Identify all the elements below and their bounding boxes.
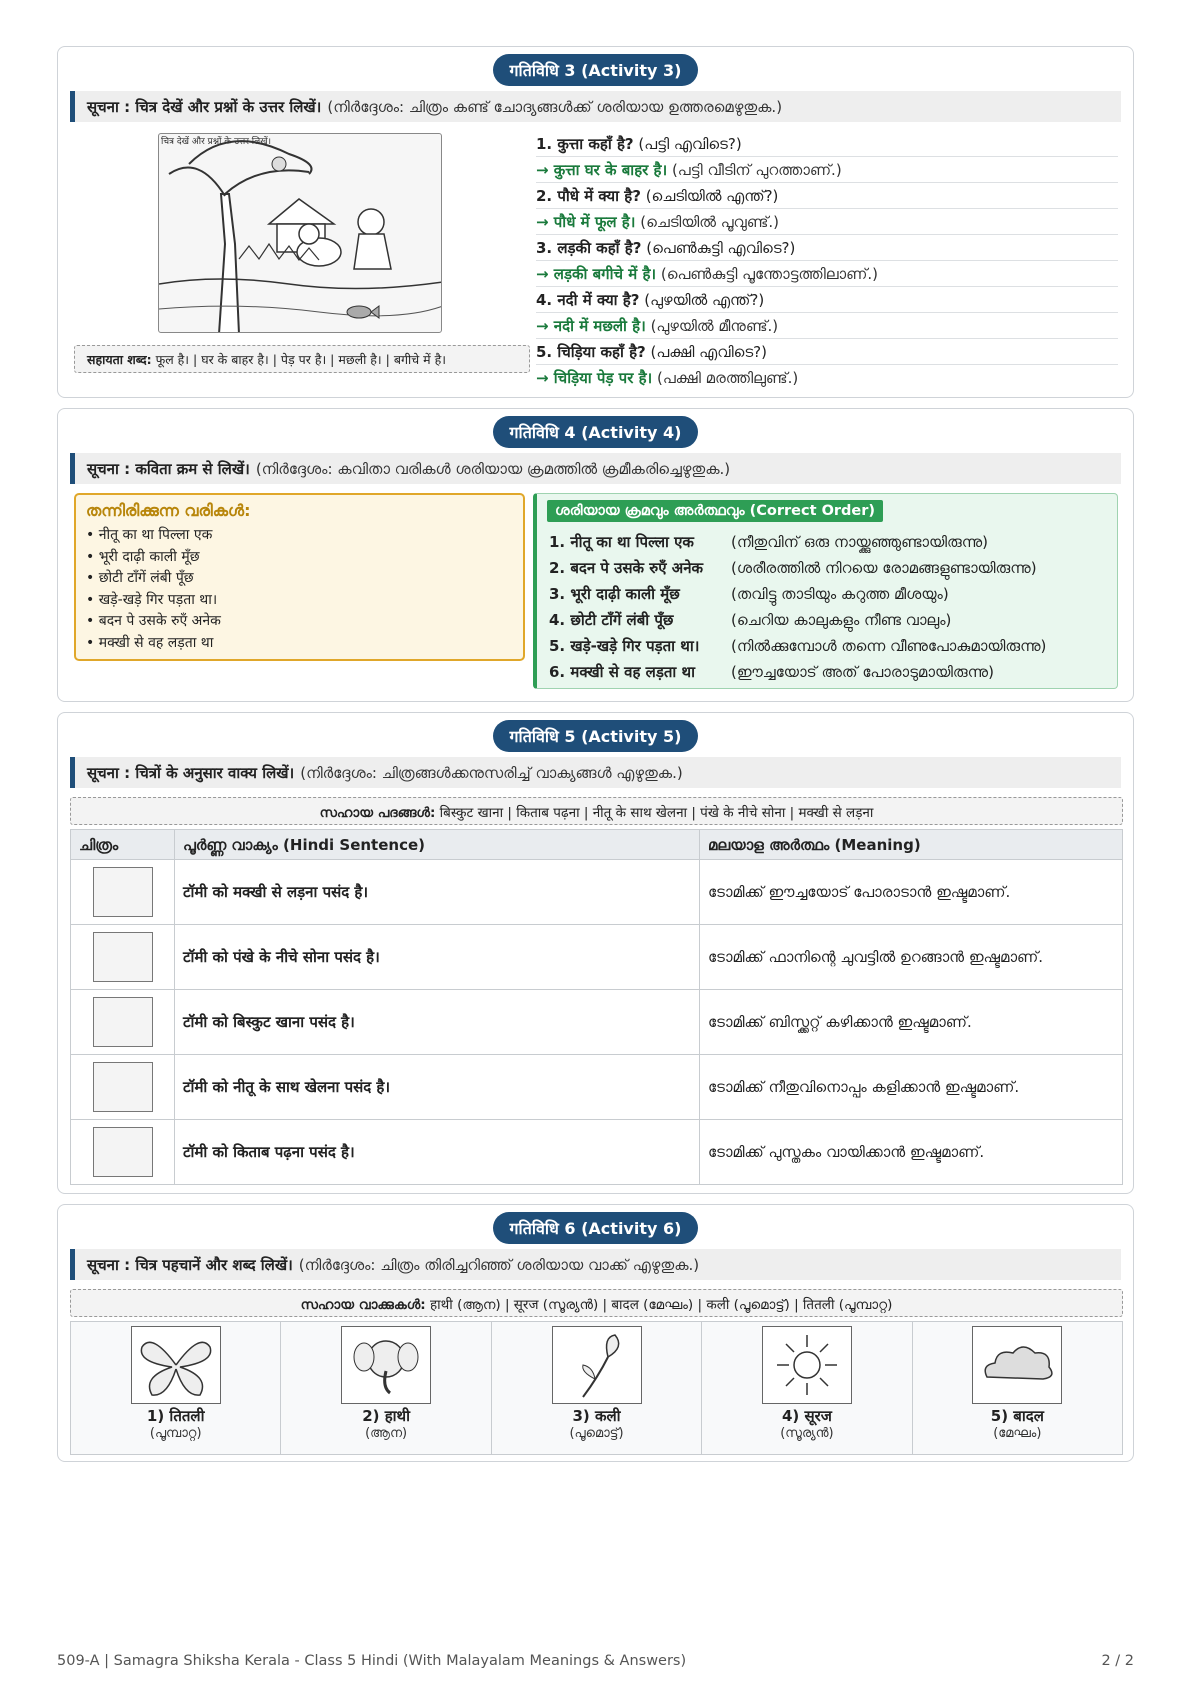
column-header: പൂർണ്ണ വാക്യം (Hindi Sentence) [175, 830, 700, 860]
question-malayalam: (പക്ഷി എവിടെ?) [650, 343, 767, 361]
picture-word-malayalam: (പൂമ്പാറ്റ) [149, 1426, 202, 1441]
question-row [536, 235, 1118, 261]
order-line [549, 532, 1109, 552]
order-malayalam: (തവിട്ടു താടിയും കറുത്ത മീശയും) [731, 585, 949, 603]
answer-row [536, 313, 1118, 339]
picture-cell [71, 860, 175, 925]
order-line [549, 558, 1109, 578]
page-number: 2 / 2 [1101, 1653, 1134, 1669]
column-header: ചിത്രം [71, 830, 175, 860]
given-line: • मक्खी से वह लड़ता था [86, 634, 214, 651]
answer-malayalam: (പക്ഷി മരത്തിലുണ്ട്.) [657, 369, 799, 387]
table-row [71, 990, 1123, 1055]
order-line [549, 584, 1109, 604]
answer-malayalam: (പെൺകുട്ടി പൂന്തോട്ടത്തിലാണ്.) [660, 265, 879, 283]
order-malayalam: (ചെറിയ കാലുകളും നീണ്ട വാലും) [731, 611, 952, 629]
question-row [536, 183, 1118, 209]
picture-word-malayalam: (ആന) [365, 1426, 408, 1441]
question-row [536, 339, 1118, 365]
question-row [536, 287, 1118, 313]
order-hindi: 4. छोटी टाँगें लंबी पूँछ [549, 611, 674, 629]
activity6-instruction [70, 1249, 1121, 1280]
help-words: फूल है। | घर के बाहर है। | पेड़ पर है। | मछली है। | बगीचे में है। [155, 352, 446, 367]
question-row [536, 131, 1118, 157]
butterfly-icon [131, 1326, 221, 1404]
activity3-card [57, 46, 1134, 398]
order-line [549, 662, 1109, 682]
question-hindi: 4. नदी में क्या है? [536, 291, 640, 309]
order-line [549, 610, 1109, 630]
answer-hindi: → कुत्ता घर के बाहर है। [536, 161, 668, 179]
correct-order-title: ശരിയായ ക്രമവും അർത്ഥവും (Correct Order) [547, 500, 883, 522]
help-words: हाथी (ആന) | सूरज (സൂര്യൻ) | बादल (മേഘം) | कली (പൂമൊട്ട്) | तितली (പൂമ്പാറ്റ) [429, 1297, 893, 1313]
bud-icon [552, 1326, 642, 1404]
order-hindi: 6. मक्खी से वह लड़ता था [549, 663, 696, 681]
answer-malayalam: (ചെടിയിൽ പൂവുണ്ട്.) [640, 213, 780, 231]
picture-word-label: 1) तितली [146, 1407, 205, 1425]
given-line: • छोटी टाँगें लंबी पूँछ [86, 570, 194, 586]
instruction-hindi: सूचना : चित्र पहचानें और शब्द लिखें। [87, 1256, 293, 1274]
cloud-icon [972, 1326, 1062, 1404]
question-hindi: 2. पौधे में क्या है? [536, 187, 641, 205]
question-malayalam: (പെൺകുട്ടി എവിടെ?) [646, 239, 796, 257]
picture-word-cell [702, 1322, 912, 1454]
help-label: सहायता शब्द: [87, 352, 152, 367]
picture-word-grid [70, 1321, 1123, 1455]
answer-row [536, 157, 1118, 183]
instruction-hindi: सूचना : चित्र देखें और प्रश्नों के उत्तर लिखें। [87, 98, 322, 116]
sentences-table [70, 829, 1123, 1185]
instruction-hindi: सूचना : कविता क्रम से लिखें। [87, 460, 250, 478]
answer-malayalam: (പുഴയിൽ മീനുണ്ട്.) [650, 317, 779, 335]
order-hindi: 3. भूरी दाढ़ी काली मूँछ [549, 585, 680, 603]
malayalam-meaning: ടോമിക്ക് നീതുവിനൊപ്പം കളിക്കാൻ ഇഷ്ടമാണ്. [700, 1055, 1123, 1120]
activity4-card [57, 408, 1134, 702]
sun-icon [762, 1326, 852, 1404]
instruction-malayalam: (നിർദ്ദേശം: കവിതാ വരികൾ ശരിയായ ക്രമത്തിൽ ക്രമീകരിച്ചെഴുതുക.) [255, 460, 731, 478]
answer-malayalam: (പട്ടി വീടിന് പുറത്താണ്.) [671, 161, 842, 179]
elephant-icon [341, 1326, 431, 1404]
activity4-badge: गतिविधि 4 (Activity 4) [493, 416, 699, 448]
hindi-sentence: टॉमी को मक्खी से लड़ना पसंद है। [175, 860, 700, 925]
order-malayalam: (ഈച്ചയോട് അത് പോരാടുമായിരുന്നു) [731, 663, 994, 681]
answer-row [536, 209, 1118, 235]
malayalam-meaning: ടോമിക്ക് ഈച്ചയോട് പോരാടാൻ ഇഷ്ടമാണ്. [700, 860, 1123, 925]
given-lines-title: തന്നിരിക്കുന്ന വരികൾ: [86, 501, 251, 520]
answer-hindi: → लड़की बगीचे में है। [536, 265, 657, 283]
picture-cell [71, 925, 175, 990]
activity4-instruction [70, 453, 1121, 484]
order-hindi: 1. नीतू का था पिल्ला एक [549, 533, 694, 551]
malayalam-meaning: ടോമിക്ക് ഫാനിന്റെ ചുവട്ടിൽ ഉറങ്ങാൻ ഇഷ്ടമാണ്. [700, 925, 1123, 990]
table-row [71, 860, 1123, 925]
activity3-badge: गतिविधि 3 (Activity 3) [493, 54, 699, 86]
picture-word-cell [913, 1322, 1122, 1454]
order-hindi: 2. बदन पे उसके रुएँ अनेक [549, 559, 704, 577]
order-malayalam: (ശരീരത്തിൽ നിറയെ രോമങ്ങളുണ്ടായിരുന്നു) [731, 559, 1037, 577]
correct-order-box [533, 493, 1118, 689]
hindi-sentence: टॉमी को बिस्कुट खाना पसंद है। [175, 990, 700, 1055]
activity5-help-words [70, 797, 1123, 825]
picture-word-label: 5) बादल [990, 1407, 1044, 1425]
picture-word-cell [71, 1322, 281, 1454]
picture-word-malayalam: (പൂമൊട്ട്) [569, 1426, 624, 1441]
hindi-sentence: टॉमी को पंखे के नीचे सोना पसंद है। [175, 925, 700, 990]
picture-cell [71, 1055, 175, 1120]
malayalam-meaning: ടോമിക്ക് ബിസ്ക്കറ്റ് കഴിക്കാൻ ഇഷ്ടമാണ്. [700, 990, 1123, 1055]
activity3-picture [158, 133, 442, 333]
instruction-malayalam: (നിർദ്ദേശം: ചിത്രം കണ്ട് ചോദ്യങ്ങൾക്ക് ശരിയായ ഉത്തരമെഴുതുക.) [327, 98, 783, 116]
help-label: സഹായ പദങ്ങൾ: [319, 805, 436, 821]
picture-word-label: 2) हाथी [362, 1407, 411, 1425]
picture-word-malayalam: (സൂര്യൻ) [780, 1426, 834, 1441]
order-malayalam: (നിൽക്കുമ്പോൾ തന്നെ വീണുപോകുമായിരുന്നു) [731, 637, 1047, 655]
question-malayalam: (പുഴയിൽ എന്ത്?) [644, 291, 765, 309]
help-label: സഹായ വാക്കുകൾ: [300, 1297, 426, 1313]
table-row [71, 1120, 1123, 1185]
hindi-sentence: टॉमी को किताब पढ़ना पसंद है। [175, 1120, 700, 1185]
order-line [549, 636, 1109, 656]
answer-hindi: → नदी में मछली है। [536, 317, 646, 335]
given-line: • खड़े-खड़े गिर पड़ता था। [86, 591, 218, 608]
dog-fly-picture [93, 867, 153, 917]
instruction-hindi: सूचना : चित्रों के अनुसार वाक्य लिखें। [87, 764, 295, 782]
picture-word-malayalam: (മേഘം) [993, 1426, 1042, 1441]
picture-word-label: 4) सूरज [781, 1407, 832, 1425]
dog-book-picture [93, 1127, 153, 1177]
activity6-help-words [70, 1289, 1123, 1317]
answer-row [536, 365, 1118, 391]
picture-cell [71, 1120, 175, 1185]
activity3-qa-list [536, 131, 1118, 391]
picture-caption: चित्र देखें और प्रश्नों के उत्तर लिखें। [161, 137, 271, 147]
answer-row [536, 261, 1118, 287]
activity5-instruction [70, 757, 1121, 788]
instruction-malayalam: (നിർദ്ദേശം: ചിത്രം തിരിച്ചറിഞ്ഞ് ശരിയായ വാക്ക് എഴുതുക.) [298, 1256, 700, 1274]
question-hindi: 5. चिड़िया कहाँ है? [536, 343, 646, 361]
picture-word-label: 3) कली [572, 1407, 621, 1425]
malayalam-meaning: ടോമിക്ക് പുസ്തകം വായിക്കാൻ ഇഷ്ടമാണ്. [700, 1120, 1123, 1185]
activity6-card [57, 1204, 1134, 1462]
given-lines-box [74, 493, 525, 661]
activity3-instruction [70, 91, 1121, 122]
question-malayalam: (ചെടിയിൽ എന്ത്?) [645, 187, 779, 205]
help-words: बिस्कुट खाना | किताब पढ़ना | नीतू के साथ खेलना | पंखे के नीचे सोना | मक्खी से लड़ना [439, 805, 874, 821]
question-hindi: 1. कुत्ता कहाँ है? [536, 135, 634, 153]
hindi-sentence: टॉमी को नीतू के साथ खेलना पसंद है। [175, 1055, 700, 1120]
order-malayalam: (നീതുവിന് ഒരു നായ്ക്കുഞ്ഞുണ്ടായിരുന്നു) [731, 533, 988, 551]
dog-fan-picture [93, 932, 153, 982]
picture-word-cell [492, 1322, 702, 1454]
given-line: • नीतू का था पिल्ला एक [86, 527, 213, 543]
answer-hindi: → चिड़िया पेड़ पर है। [536, 369, 653, 387]
activity5-badge: गतिविधि 5 (Activity 5) [493, 720, 699, 752]
dog-play-picture [93, 1062, 153, 1112]
picture-word-cell [281, 1322, 491, 1454]
table-row [71, 925, 1123, 990]
table-row [71, 1055, 1123, 1120]
activity3-help-words [74, 345, 530, 373]
page-footer: 509-A | Samagra Shiksha Kerala - Class 5 Hindi (With Malayalam Meanings & Answers) [57, 1653, 687, 1669]
answer-hindi: → पौधे में फूल है। [536, 213, 636, 231]
activity5-card [57, 712, 1134, 1194]
table-header-row [71, 830, 1123, 860]
garden-scene-illustration [159, 134, 442, 333]
column-header: മലയാള അർത്ഥം (Meaning) [700, 830, 1123, 860]
picture-cell [71, 990, 175, 1055]
question-hindi: 3. लड़की कहाँ है? [536, 239, 642, 257]
question-malayalam: (പട്ടി എവിടെ?) [638, 135, 742, 153]
order-hindi: 5. खड़े-खड़े गिर पड़ता था। [549, 637, 700, 655]
given-line: • भूरी दाढ़ी काली मूँछ [86, 548, 200, 565]
dog-biscuit-picture [93, 997, 153, 1047]
activity6-badge: गतिविधि 6 (Activity 6) [493, 1212, 699, 1244]
instruction-malayalam: (നിർദ്ദേശം: ചിത്രങ്ങൾക്കനുസരിച്ച് വാക്യങ്ങൾ എഴുതുക.) [300, 764, 683, 782]
given-line: • बदन पे उसके रुएँ अनेक [86, 613, 221, 629]
